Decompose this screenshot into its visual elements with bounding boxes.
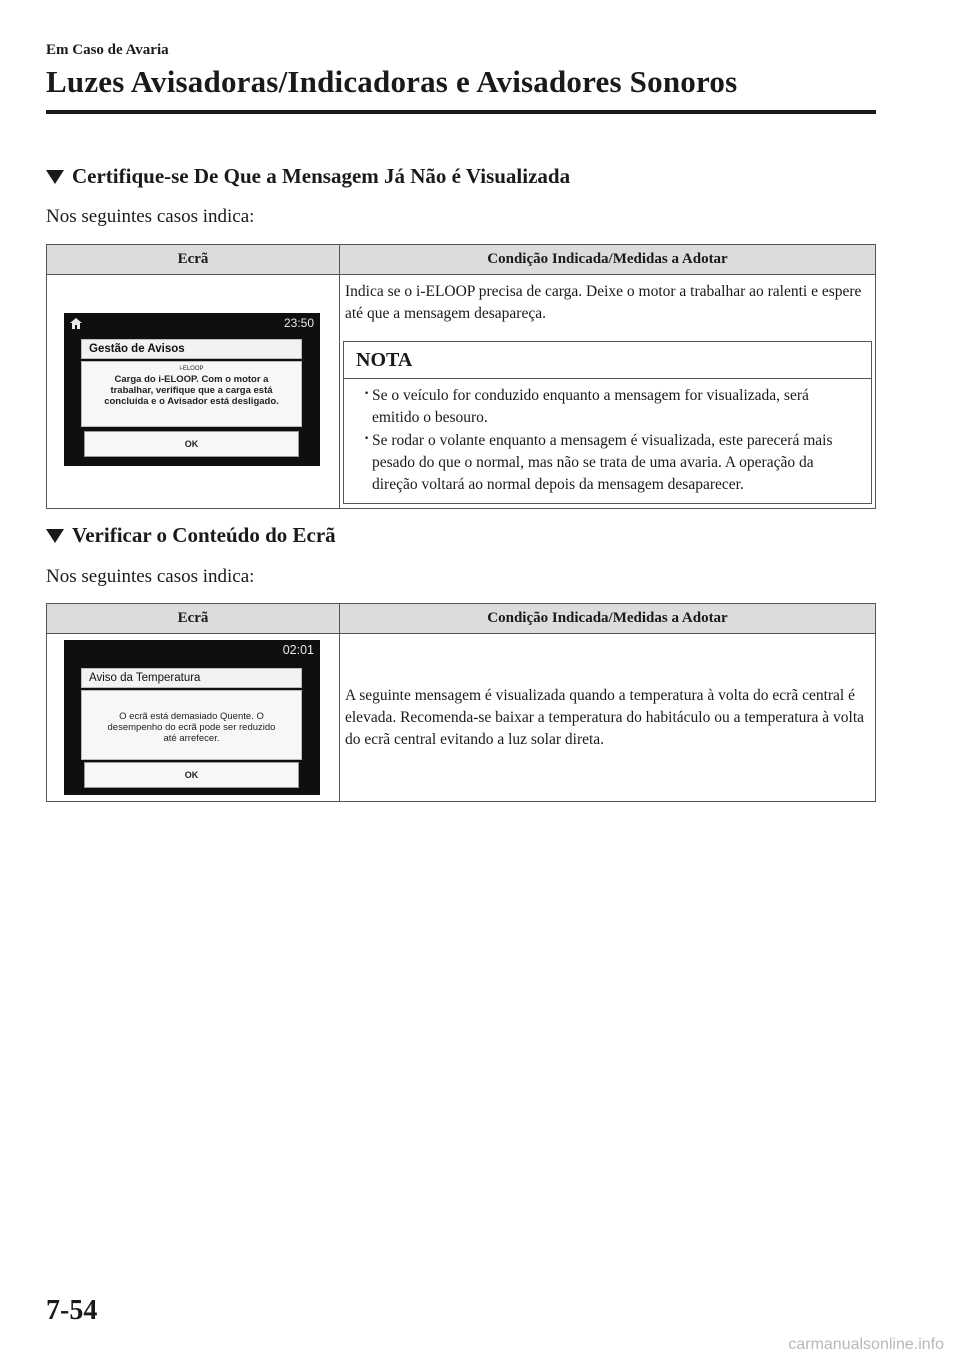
clock-display: 02:01 (282, 643, 314, 657)
column-header-screen: Ecrã (47, 245, 340, 275)
condition-description: Indica se o i-ELOOP precisa de carga. Deixe o motor a trabalhar ao ralenti e espere até que a mensagem desapareça. (345, 283, 862, 322)
home-icon (70, 318, 82, 329)
dialog-message: Carga do i-ELOOP. Com o motor a trabalhar, verifique que a carga está concluída e o Avisador está desligado. (104, 374, 279, 407)
dialog-subtitle: i-ELOOP (179, 366, 204, 372)
watermark: carmanualsonline.info (788, 1336, 944, 1353)
clock-display: 23:50 (283, 316, 314, 330)
ok-button[interactable]: OK (84, 431, 299, 457)
column-header-condition: Condição Indicada/Medidas a Adotar (340, 245, 876, 275)
section-intro: Nos seguintes casos indica: (46, 566, 255, 587)
condition-cell (340, 275, 876, 509)
dialog-title: Gestão de Avisos (81, 339, 302, 359)
dialog-panel (81, 361, 302, 427)
info-table-temperature (46, 603, 876, 802)
section-title-eloop (46, 164, 570, 189)
section-title-text: Verificar o Conteúdo do Ecrã (72, 523, 336, 547)
note-box (343, 341, 872, 504)
page-title: Luzes Avisadoras/Indicadoras e Avisadores Sonoros (46, 64, 738, 99)
display-screenshot-temperature (64, 640, 320, 795)
section-title-text: Certifique-se De Que a Mensagem Já Não é Visualizada (72, 164, 571, 188)
section-title-screen (46, 523, 336, 548)
note-heading: NOTA (344, 342, 871, 379)
chapter-label: Em Caso de Avaria (46, 42, 169, 58)
condition-cell (340, 634, 876, 802)
note-item: · Se rodar o volante enquanto a mensagem é visualizada, este parecerá mais pesado do que o normal, mas não se trata de uma avaria. A operação da direção voltará ao normal depois da mensagem desaparecer. (364, 430, 859, 496)
condition-description: A seguinte mensagem é visualizada quando a temperatura à volta do ecrã central é elevada. Recomenda-se baixar a temperatura do habitáculo ou a temperatura à volta do ecrã central evitando a luz solar direta. (345, 686, 865, 748)
page-number: 7-54 (46, 1295, 98, 1326)
note-item: · Se o veículo for conduzido enquanto a mensagem for visualizada, será emitido o besouro. (364, 385, 859, 429)
ok-button[interactable]: OK (84, 762, 299, 788)
triangle-marker-icon (46, 529, 64, 543)
title-rule (46, 110, 876, 114)
dialog-panel (81, 690, 302, 760)
info-table-eloop (46, 244, 876, 509)
triangle-marker-icon (46, 170, 64, 184)
screen-cell (47, 275, 340, 509)
display-screenshot-eloop (64, 313, 320, 466)
dialog-message: O ecrã está demasiado Quente. O desempenho do ecrã pode ser reduzido até arrefecer. (107, 711, 276, 744)
column-header-screen: Ecrã (47, 604, 340, 634)
section-intro: Nos seguintes casos indica: (46, 206, 255, 227)
column-header-condition: Condição Indicada/Medidas a Adotar (340, 604, 876, 634)
screen-cell (47, 634, 340, 802)
note-body (344, 379, 871, 503)
dialog-title: Aviso da Temperatura (81, 668, 302, 688)
